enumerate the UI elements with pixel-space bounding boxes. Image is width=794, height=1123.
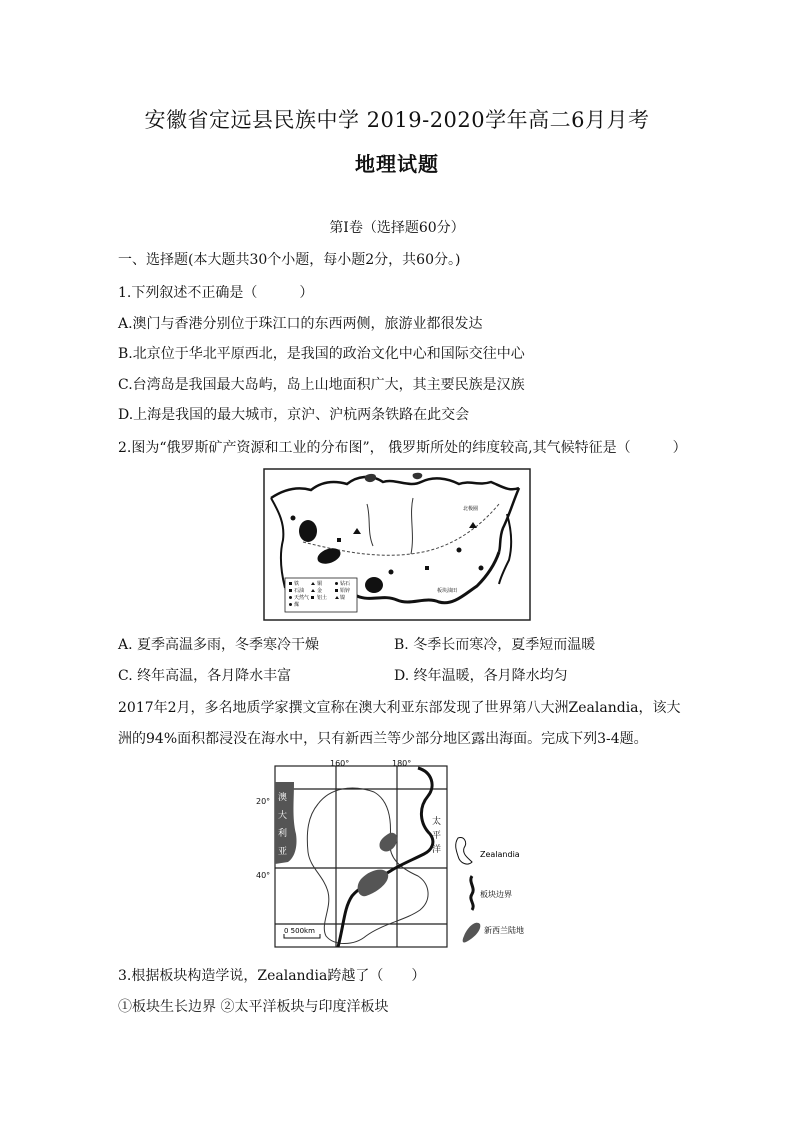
legend-nz-land: 新西兰陆地 bbox=[484, 926, 524, 935]
legend-item: 金 bbox=[317, 588, 323, 594]
zealandia-map bbox=[250, 760, 550, 950]
exam-subtitle: 地理试题 bbox=[355, 152, 439, 176]
legend-item: 铁 bbox=[294, 581, 300, 587]
australia-label: 大 bbox=[278, 811, 288, 821]
section-title: 第Ⅰ卷（选择题60分） bbox=[329, 220, 465, 236]
map-label-oilfield: 板块油田 bbox=[437, 588, 458, 594]
q2-option-a: A. 夏季高温多雨，冬季寒冷干燥 bbox=[118, 637, 320, 653]
pacific-label: 洋 bbox=[432, 845, 442, 855]
q1-option-a: A.澳门与香港分别位于珠江口的东西两侧，旅游业都很发达 bbox=[118, 316, 483, 332]
map-label-arctic: 北极圈 bbox=[463, 506, 479, 512]
q3-stem: 3.根据板块构造学说，Zealandia跨越了（ ） bbox=[118, 968, 426, 984]
russia-resource-map bbox=[263, 468, 531, 621]
q2-option-d: D. 终年温暖，各月降水均匀 bbox=[394, 668, 568, 684]
legend-item: 铝土 bbox=[317, 595, 328, 601]
legend-boundary: 板块边界 bbox=[480, 890, 512, 899]
pacific-label: 太 bbox=[432, 817, 442, 827]
legend-item: 钻石 bbox=[340, 581, 351, 587]
australia-label: 澳 bbox=[278, 793, 288, 803]
legend-item: 煤 bbox=[294, 602, 300, 608]
pacific-label: 平 bbox=[432, 831, 442, 841]
australia-label: 亚 bbox=[278, 847, 288, 857]
legend-item: 石油 bbox=[294, 588, 305, 594]
scale-label: 0 500km bbox=[284, 927, 315, 935]
q1-option-c: C.台湾岛是我国最大岛屿，岛上山地面积广大，其主要民族是汉族 bbox=[118, 377, 525, 393]
legend-item: 镍 bbox=[340, 595, 346, 601]
q1-stem: 1.下列叙述不正确是（ ） bbox=[118, 285, 314, 301]
legend-item: 天然气 bbox=[294, 595, 310, 601]
australia-label: 利 bbox=[278, 829, 288, 839]
q1-option-b: B.北京位于华北平原西北，是我国的政治文化中心和国际交往中心 bbox=[118, 346, 525, 362]
legend-zealandia: Zealandia bbox=[480, 850, 520, 859]
lon-label-160: 160° bbox=[330, 760, 350, 768]
legend-item: 铅锌 bbox=[340, 588, 351, 594]
legend-item: 铜 bbox=[317, 581, 323, 587]
q2-option-b: B. 冬季长而寒冷，夏季短而温暖 bbox=[394, 637, 596, 653]
lon-label-180: 180° bbox=[392, 760, 412, 768]
q2-stem: 2.图为“俄罗斯矿产资源和工业的分布图”， 俄罗斯所处的纬度较高,其气候特征是（ ） bbox=[118, 440, 687, 456]
passage-line-2: 洲的94%面积都浸没在海水中，只有新西兰等少部分地区露出海面。完成下列3-4题。 bbox=[118, 731, 648, 747]
lat-label-40: 40° bbox=[256, 871, 271, 880]
q1-option-d: D.上海是我国的最大城市，京沪、沪杭两条铁路在此交会 bbox=[118, 407, 470, 423]
exam-title: 安徽省定远县民族中学 2019-2020学年高二6月月考 bbox=[144, 108, 650, 132]
passage-line-1: 2017年2月，多名地质学家撰文宣称在澳大利亚东部发现了世界第八大洲Zealandia，该大 bbox=[118, 700, 681, 716]
q3-option-line: ①板块生长边界 ②太平洋板块与印度洋板块 bbox=[118, 999, 389, 1015]
q2-option-c: C. 终年高温，各月降水丰富 bbox=[118, 668, 292, 684]
section-instruction: 一、选择题(本大题共30个小题，每小题2分，共60分。) bbox=[118, 252, 461, 268]
lat-label-20: 20° bbox=[256, 797, 271, 806]
